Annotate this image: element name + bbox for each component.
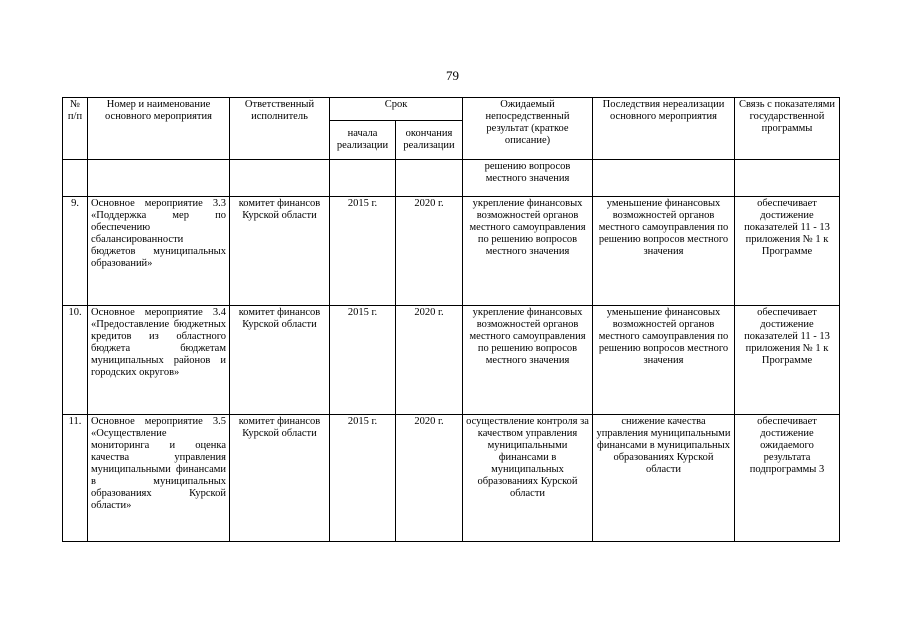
- row-name: Основное мероприятие 3.4 «Предоставление бюджетных кредитов из областного бюджета бюджетам муниципальных районов и городских округов»: [88, 306, 230, 415]
- row-num: 9.: [63, 197, 88, 306]
- header-end: окончания реализации: [396, 121, 463, 160]
- header-term: Срок: [330, 98, 463, 121]
- row-consequences: уменьшение финансовых возможностей органов местного самоуправления по решению вопросов местного значения: [593, 197, 735, 306]
- header-responsible: Ответственный исполнитель: [230, 98, 330, 160]
- row-link: обеспечивает достижение ожидаемого результата подпрограммы 3: [735, 415, 840, 542]
- row-end: 2020 г.: [396, 197, 463, 306]
- row-responsible: комитет финансов Курской области: [230, 197, 330, 306]
- row-consequences: уменьшение финансовых возможностей органов местного самоуправления по решению вопросов местного значения: [593, 306, 735, 415]
- header-start: начала реализации: [330, 121, 396, 160]
- table-row: [63, 415, 840, 542]
- row-responsible: комитет финансов Курской области: [230, 415, 330, 542]
- table-row: [63, 197, 840, 306]
- row-result: укрепление финансовых возможностей органов местного самоуправления по решению вопросов местного значения: [463, 197, 593, 306]
- row-start: 2015 г.: [330, 415, 396, 542]
- continuation-row: [63, 160, 840, 197]
- row-start: 2015 г.: [330, 197, 396, 306]
- row-consequences: снижение качества управления муниципальными финансами в муниципальных образованиях Курской области: [593, 415, 735, 542]
- header-num: № п/п: [63, 98, 88, 160]
- row-start: 2015 г.: [330, 306, 396, 415]
- row-result: осуществление контроля за качеством управления муниципальными финансами в муниципальных образованиях Курской области: [463, 415, 593, 542]
- row-num: 10.: [63, 306, 88, 415]
- header-result: Ожидаемый непосредственный результат (краткое описание): [463, 98, 593, 160]
- row-responsible: комитет финансов Курской области: [230, 306, 330, 415]
- program-activities-table: [62, 97, 840, 542]
- row-result: укрепление финансовых возможностей органов местного самоуправления по решению вопросов местного значения: [463, 306, 593, 415]
- row-name: Основное мероприятие 3.5 «Осуществление мониторинга и оценка качества управления муниципальными финансами в муниципальных образованиях Курской области»: [88, 415, 230, 542]
- header-name: Номер и наименование основного мероприятия: [88, 98, 230, 160]
- row-name: Основное мероприятие 3.3 «Поддержка мер по обеспечению сбалансированности бюджетов муниципальных образований»: [88, 197, 230, 306]
- header-row: [63, 98, 840, 121]
- row-link: обеспечивает достижение показателей 11 - 13 приложения № 1 к Программе: [735, 306, 840, 415]
- row-end: 2020 г.: [396, 415, 463, 542]
- header-link: Связь с показателями государственной программы: [735, 98, 840, 160]
- header-consequences: Последствия нереализации основного мероприятия: [593, 98, 735, 160]
- row-num: 11.: [63, 415, 88, 542]
- row-link: обеспечивает достижение показателей 11 - 13 приложения № 1 к Программе: [735, 197, 840, 306]
- page-number: 79: [446, 68, 459, 83]
- continuation-result: решению вопросов местного значения: [463, 160, 593, 197]
- table-row: [63, 306, 840, 415]
- row-end: 2020 г.: [396, 306, 463, 415]
